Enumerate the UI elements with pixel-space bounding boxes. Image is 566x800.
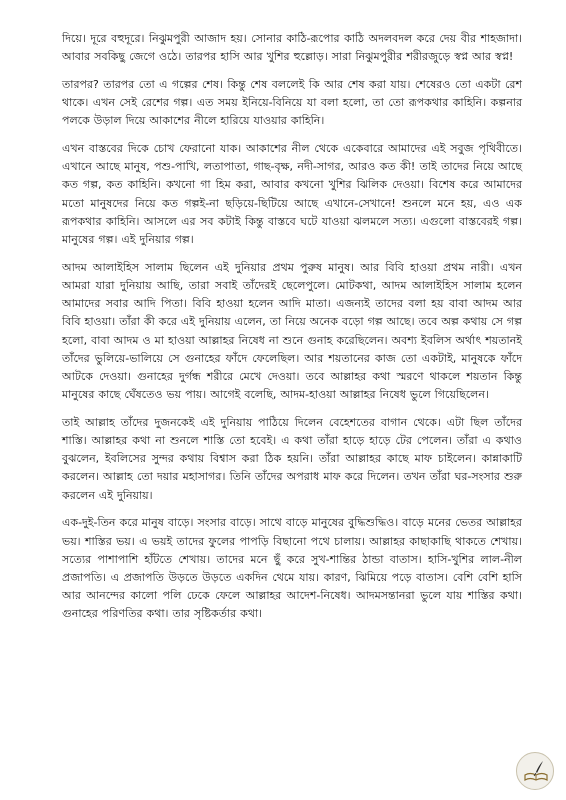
paragraph-2: তারপর? তারপর তো এ গল্পের শেষ। কিন্তু শেষ বললেই কি আর শেষ করা যায়। শেষেরও তো একটা রেশ থাকে। এখন সেই রেশের গল্প। এত সময় ইনিয়ে-বিনিয়ে যা বলা হলো, তা তো রূপকথার কাহিনি। কল্পনার পলকে উড়াল দিয়ে আকাশের নীলে হারিয়ে যাওয়ার কাহিনি।	[62, 77, 522, 128]
paragraph-3: এখন বাস্তবের দিকে চোখ ফেরানো যাক। আকাশের নীল থেকে একেবারে আমাদের এই সবুজ পৃথিবীতে। এখানে আছে মানুষ, পশু-পাখি, লতাপাতা, গাছ-বৃক্ষ, নদী-সাগর, আরও কত কী! তাই তাদের নিয়ে আছে কত গল্প, কত কাহিনি। কখনো গা হিম করা, আবার কখনো খুশির ঝিলিক দেওয়া। বিশেষ করে আমাদের মতো মানুষদের নিয়ে কত গল্পই-না ছড়িয়ে-ছিটিয়ে আছে এখানে-সেখানে! শুনলে মনে হয়, এও এক রূপকথার কাহিনি। আসলে এর সব কটাই কিন্তু বাস্তবে ঘটে যাওয়া ঝলমলে সত্য। এগুলো বাস্তবেরই গল্প। মানুষের গল্প। এই দুনিয়ার গল্প।	[62, 142, 522, 247]
paragraph-5: তাই আল্লাহ তাঁদের দুজনকেই এই দুনিয়ায় পাঠিয়ে দিলেন বেহেশতের বাগান থেকে। এটা ছিল তাঁদের শাস্তি। আল্লাহর কথা না শুনলে শাস্তি তো হবেই। এ কথা তাঁরা হাড়ে হাড়ে টের পেলেন। তাঁরা এ কথাও বুঝলেন, ইবলিসের সুন্দর কথায় বিশ্বাস করা ঠিক হয়নি। তাঁরা আল্লাহর কাছে মাফ চাইলেন। কান্নাকাটি করলেন। আল্লাহ তো দয়ার মহাসাগর। তিনি তাঁদের অপরাধ মাফ করে দিলেন। তখন তাঁরা ঘর-সংসার শুরু করলেন এই দুনিয়ায়।	[62, 415, 522, 502]
page-body	[62, 30, 522, 633]
paragraph-1: দিয়ে। দূরে বহুদূরে। নিঝুমপুরী আজাদ হয়। সোনার কাঠি-রূপোর কাঠি অদলবদল করে দেয় বীর শাহজাদা। আবার সবকিছু জেগে ওঠে। তারপর হাসি আর খুশির হুল্লোড়। সারা নিঝুমপুরীর শরীরজুড়ে স্বপ্ন আর স্বপ্ন!	[62, 32, 522, 64]
paragraph-6: এক-দুই-তিন করে মানুষ বাড়ে। সংসার বাড়ে। সাথে বাড়ে মানুষের বুদ্ধিশুদ্ধিও। বাড়ে মনের ভেতর আল্লাহর ভয়। শাস্তির ভয়। এ ভয়ই তাদের ফুলের পাপড়ি বিছানো পথে চালায়। আল্লাহর কাছাকাছি থাকতে শেখায়। সত্যের পাশাপাশি হাঁটতে শেখায়। তাদের মনে ছুঁ করে সুখ-শান্তির ঠান্ডা বাতাস। হাসি-খুশির লাল-নীল প্রজাপতি। এ প্রজাপতি উড়তে উড়তে একদিন থেমে যায়। কারণ, ঝিমিয়ে পড়ে বাতাস। বেশি বেশি হাসি আর আনন্দের কালো পলি ঢেকে ফেলে আল্লাহর আদেশ-নিষেধ। আদমসন্তানরা ভুলে যায় শাস্তির কথা। গুনাহের পরিণতির কথা। তার সৃষ্টিকর্তার কথা।	[62, 516, 522, 621]
book-quill-logo-icon	[516, 752, 554, 790]
paragraph-4: আদম আলাইহিস সালাম ছিলেন এই দুনিয়ার প্রথম পুরুষ মানুষ। আর বিবি হাওয়া প্রথম নারী। এখন আমরা যারা দুনিয়ায় আছি, তারা সবাই তাঁদেরই ছেলেপুলে। মোটকথা, আদম আলাইহিস সালাম হলেন আমাদের সবার আদি পিতা। বিবি হাওয়া হলেন আদি মাতা। এজন্যই তাদের বলা হয় বাবা আদম আর বিবি হাওয়া। তাঁরা কী করে এই দুনিয়ায় এলেন, তা নিয়ে অনেক বড়ো গল্প আছে। তবে অল্প কথায় সে গল্প হলো, বাবা আদম ও মা হাওয়া আল্লাহর নিষেধ না শুনে গুনাহ করেছিলেন। অবশ্য ইবলিস অর্থাৎ শয়তানই তাঁদের ভুলিয়ে-ভালিয়ে সে গুনাহের ফাঁদে ফেলেছিল। আর শয়তানের কাজ তো একটাই, মানুষকে ফাঁদে আটকে দেওয়া। গুনাহের দুর্গন্ধ শরীরে মেখে দেওয়া। তবে আল্লাহর কথা স্মরণে থাকলে শয়তান কিন্তু মানুষের কাছে ঘেঁষতেও ভয় পায়। আগেই বলেছি, আদম-হাওয়া আল্লাহর নিষেধ ভুলে গিয়েছিলেন।	[62, 260, 522, 402]
